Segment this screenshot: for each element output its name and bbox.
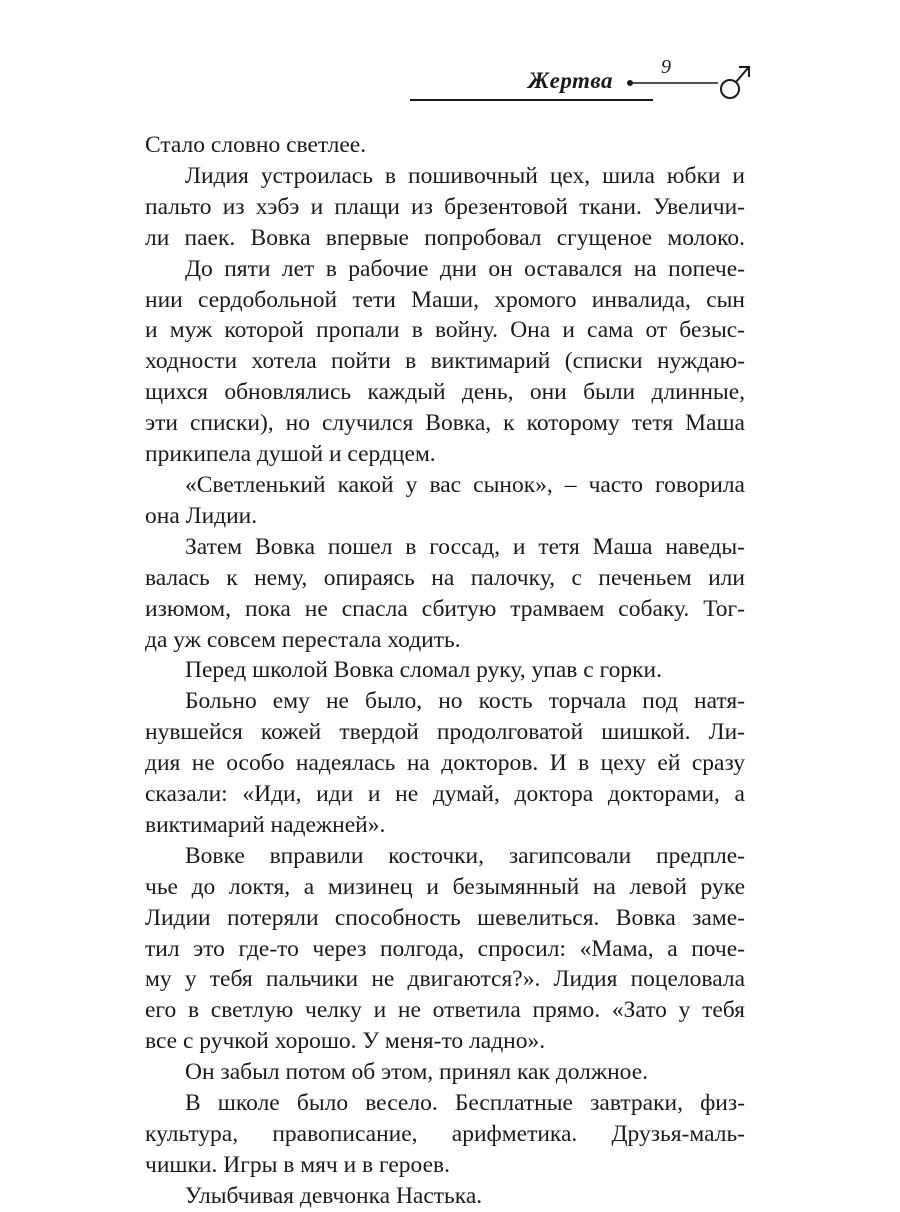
text-line: Стало словно светлее. (145, 132, 367, 158)
text-line: Улыбчивая девчонка Настька. (185, 1182, 483, 1209)
text-line: его в светлую челку и не ответила прямо. «Зато у тебя (145, 997, 745, 1024)
text-line: нии сердобольной тети Маши, хромого инвалида, сын (145, 286, 745, 313)
text-line: В школе было весело. Бесплатные завтраки, физ- (185, 1090, 745, 1117)
male-symbol-icon (620, 56, 760, 106)
text-line: Перед школой Вовка сломал руку, упав с горки. (185, 657, 662, 684)
text-line: все с ручкой хорошо. У меня-то ладно». (145, 1028, 546, 1055)
ornament-dot (627, 80, 633, 86)
text-line: Больно ему не было, но кость торчала под натя- (185, 688, 745, 715)
text-line: Вовке вправили косточки, загипсовали предпле- (185, 842, 745, 869)
text-line: виктимарий надежней». (145, 811, 386, 838)
text-line: му у тебя пальчики не двигаются?». Лидия поцеловала (145, 966, 745, 993)
text-line: дия не особо надеялась на докторов. И в цеху ей сразу (145, 750, 745, 777)
text-line: да уж совсем перестала ходить. (145, 626, 461, 653)
text-line: Он забыл потом об этом, принял как должное. (185, 1059, 649, 1086)
text-line: культура, правописание, арифметика. Друзья-маль- (145, 1121, 745, 1147)
text-line: она Лидии. (145, 502, 258, 529)
text-line: прикипела душой и сердцем. (145, 441, 436, 468)
page-number: 9 (661, 56, 671, 78)
chapter-title: Жертва (528, 68, 614, 93)
text-line: До пяти лет в рабочие дни он оставался на попече- (185, 255, 745, 282)
text-line: чье до локтя, а мизинец и безымянный на левой руке (145, 873, 745, 900)
text-line: сказали: «Иди, иди и не думай, доктора докторами, а (145, 781, 745, 808)
text-line: Затем Вовка пошел в госсад, и тетя Маша наведы- (185, 533, 745, 560)
text-line: валась к нему, опираясь на палочку, с печеньем или (145, 564, 745, 591)
body-text (145, 130, 745, 1212)
text-line: пальто из хэбэ и плащи из брезентовой ткани. Увеличи- (145, 193, 745, 220)
text-line: изюмом, пока не спасла сбитую трамваем собаку. Тог- (145, 595, 745, 622)
ornament-circle (721, 80, 739, 98)
text-line: эти списки), но случился Вовка, к которому тетя Маша (145, 410, 745, 437)
text-line: ходности хотела пойти в виктимарий (списки нуждаю- (145, 348, 745, 375)
text-line: Лидии потеряли способность шевелиться. Вовка заме- (145, 904, 745, 931)
text-line: щихся обновлялись каждый день, они были длинные, (145, 379, 745, 406)
text-line: Лидия устроилась в пошивочный цех, шила юбки и (185, 162, 745, 189)
text-line: чишки. Игры в мяч и в героев. (145, 1151, 450, 1178)
text-line: «Светленький какой у вас сынок», – часто говорила (185, 471, 745, 498)
text-line: тил это где-то через полгода, спросил: «Мама, а поче- (145, 935, 745, 962)
text-line: и муж которой пропали в войну. Она и сама от безыс- (145, 317, 745, 344)
text-line: нувшейся кожей твердой продолговатой шишкой. Ли- (145, 719, 745, 746)
text-line: ли паек. Вовка впервые попробовал сгущеное молоко. (145, 224, 745, 251)
ornament-arrow-shaft (736, 68, 748, 82)
header-rule (410, 99, 653, 101)
running-header (0, 0, 900, 120)
